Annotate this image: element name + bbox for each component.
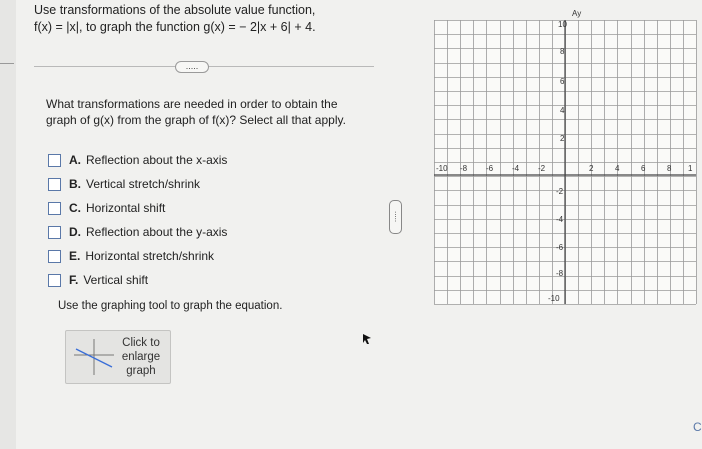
enlarge-line-3: graph (126, 365, 156, 377)
y-tick-4: 4 (560, 106, 565, 115)
x-tick-neg10: -10 (436, 164, 448, 173)
option-e[interactable] (48, 244, 227, 268)
option-e-letter: E. (69, 249, 81, 263)
option-e-checkbox[interactable] (48, 250, 61, 263)
option-f-checkbox[interactable] (48, 274, 61, 287)
option-b-label: Vertical stretch/shrink (86, 177, 201, 191)
question-line-1: Use transformations of the absolute value function, (34, 3, 316, 17)
x-tick-4: 4 (615, 164, 620, 173)
enlarge-line-1: Click to (122, 337, 160, 349)
graph-thumbnail-icon (72, 337, 116, 377)
option-a[interactable] (48, 148, 227, 172)
option-d[interactable] (48, 220, 227, 244)
x-tick-neg8: -8 (460, 164, 468, 173)
option-c[interactable] (48, 196, 227, 220)
option-c-label: Horizontal shift (86, 201, 166, 215)
expand-button[interactable]: ..... (175, 61, 209, 73)
option-b[interactable] (48, 172, 227, 196)
option-d-label: Reflection about the y-axis (86, 225, 228, 239)
panel-resize-handle[interactable]: ..... (389, 200, 402, 234)
option-e-label: Horizontal stretch/shrink (85, 249, 215, 263)
edge-mark (0, 63, 14, 64)
left-edge (0, 0, 16, 449)
option-f-label: Vertical shift (83, 273, 149, 287)
mouse-cursor-icon (362, 333, 372, 345)
answer-options (48, 148, 227, 292)
x-tick-neg4: -4 (512, 164, 520, 173)
x-tick-10-partial: 1 (688, 164, 693, 173)
question-text (34, 2, 394, 36)
y-tick-neg2: -2 (556, 187, 564, 196)
option-f[interactable] (48, 268, 227, 292)
option-d-letter: D. (69, 225, 81, 239)
prompt-line-2: graph of g(x) from the graph of f(x)? Select all that apply. (46, 113, 346, 127)
x-tick-neg2: -2 (538, 164, 546, 173)
y-tick-neg8: -8 (556, 269, 564, 278)
option-c-letter: C. (69, 201, 81, 215)
y-tick-6: 6 (560, 77, 565, 86)
enlarge-graph-label (116, 336, 166, 378)
x-tick-neg6: -6 (486, 164, 494, 173)
y-tick-neg4: -4 (556, 215, 564, 224)
grid-svg[interactable] (434, 9, 696, 304)
y-axis-label: Ay (572, 9, 582, 18)
x-tick-6: 6 (641, 164, 646, 173)
graph-instruction: Use the graphing tool to graph the equation. (58, 300, 283, 312)
y-tick-2: 2 (560, 134, 565, 143)
x-tick-2: 2 (589, 164, 594, 173)
y-tick-8: 8 (560, 47, 565, 56)
enlarge-line-2: enlarge (121, 351, 161, 363)
prompt-text (46, 96, 376, 128)
option-f-letter: F. (69, 273, 79, 287)
coordinate-grid[interactable] (434, 9, 696, 309)
option-a-label: Reflection about the x-axis (86, 153, 228, 167)
enlarge-graph-button[interactable] (65, 330, 171, 384)
corner-text: C (693, 420, 702, 434)
x-tick-8: 8 (667, 164, 672, 173)
option-a-checkbox[interactable] (48, 154, 61, 167)
question-line-2: f(x) = |x|, to graph the function g(x) = − 2|x + 6| + 4. (34, 20, 316, 34)
option-a-letter: A. (69, 153, 81, 167)
y-tick-neg6: -6 (556, 243, 564, 252)
option-c-checkbox[interactable] (48, 202, 61, 215)
option-b-letter: B. (69, 177, 81, 191)
option-d-checkbox[interactable] (48, 226, 61, 239)
y-tick-neg10: -10 (548, 294, 560, 303)
option-b-checkbox[interactable] (48, 178, 61, 191)
prompt-line-1: What transformations are needed in order to obtain the (46, 97, 338, 111)
y-tick-10: 10 (558, 20, 567, 29)
